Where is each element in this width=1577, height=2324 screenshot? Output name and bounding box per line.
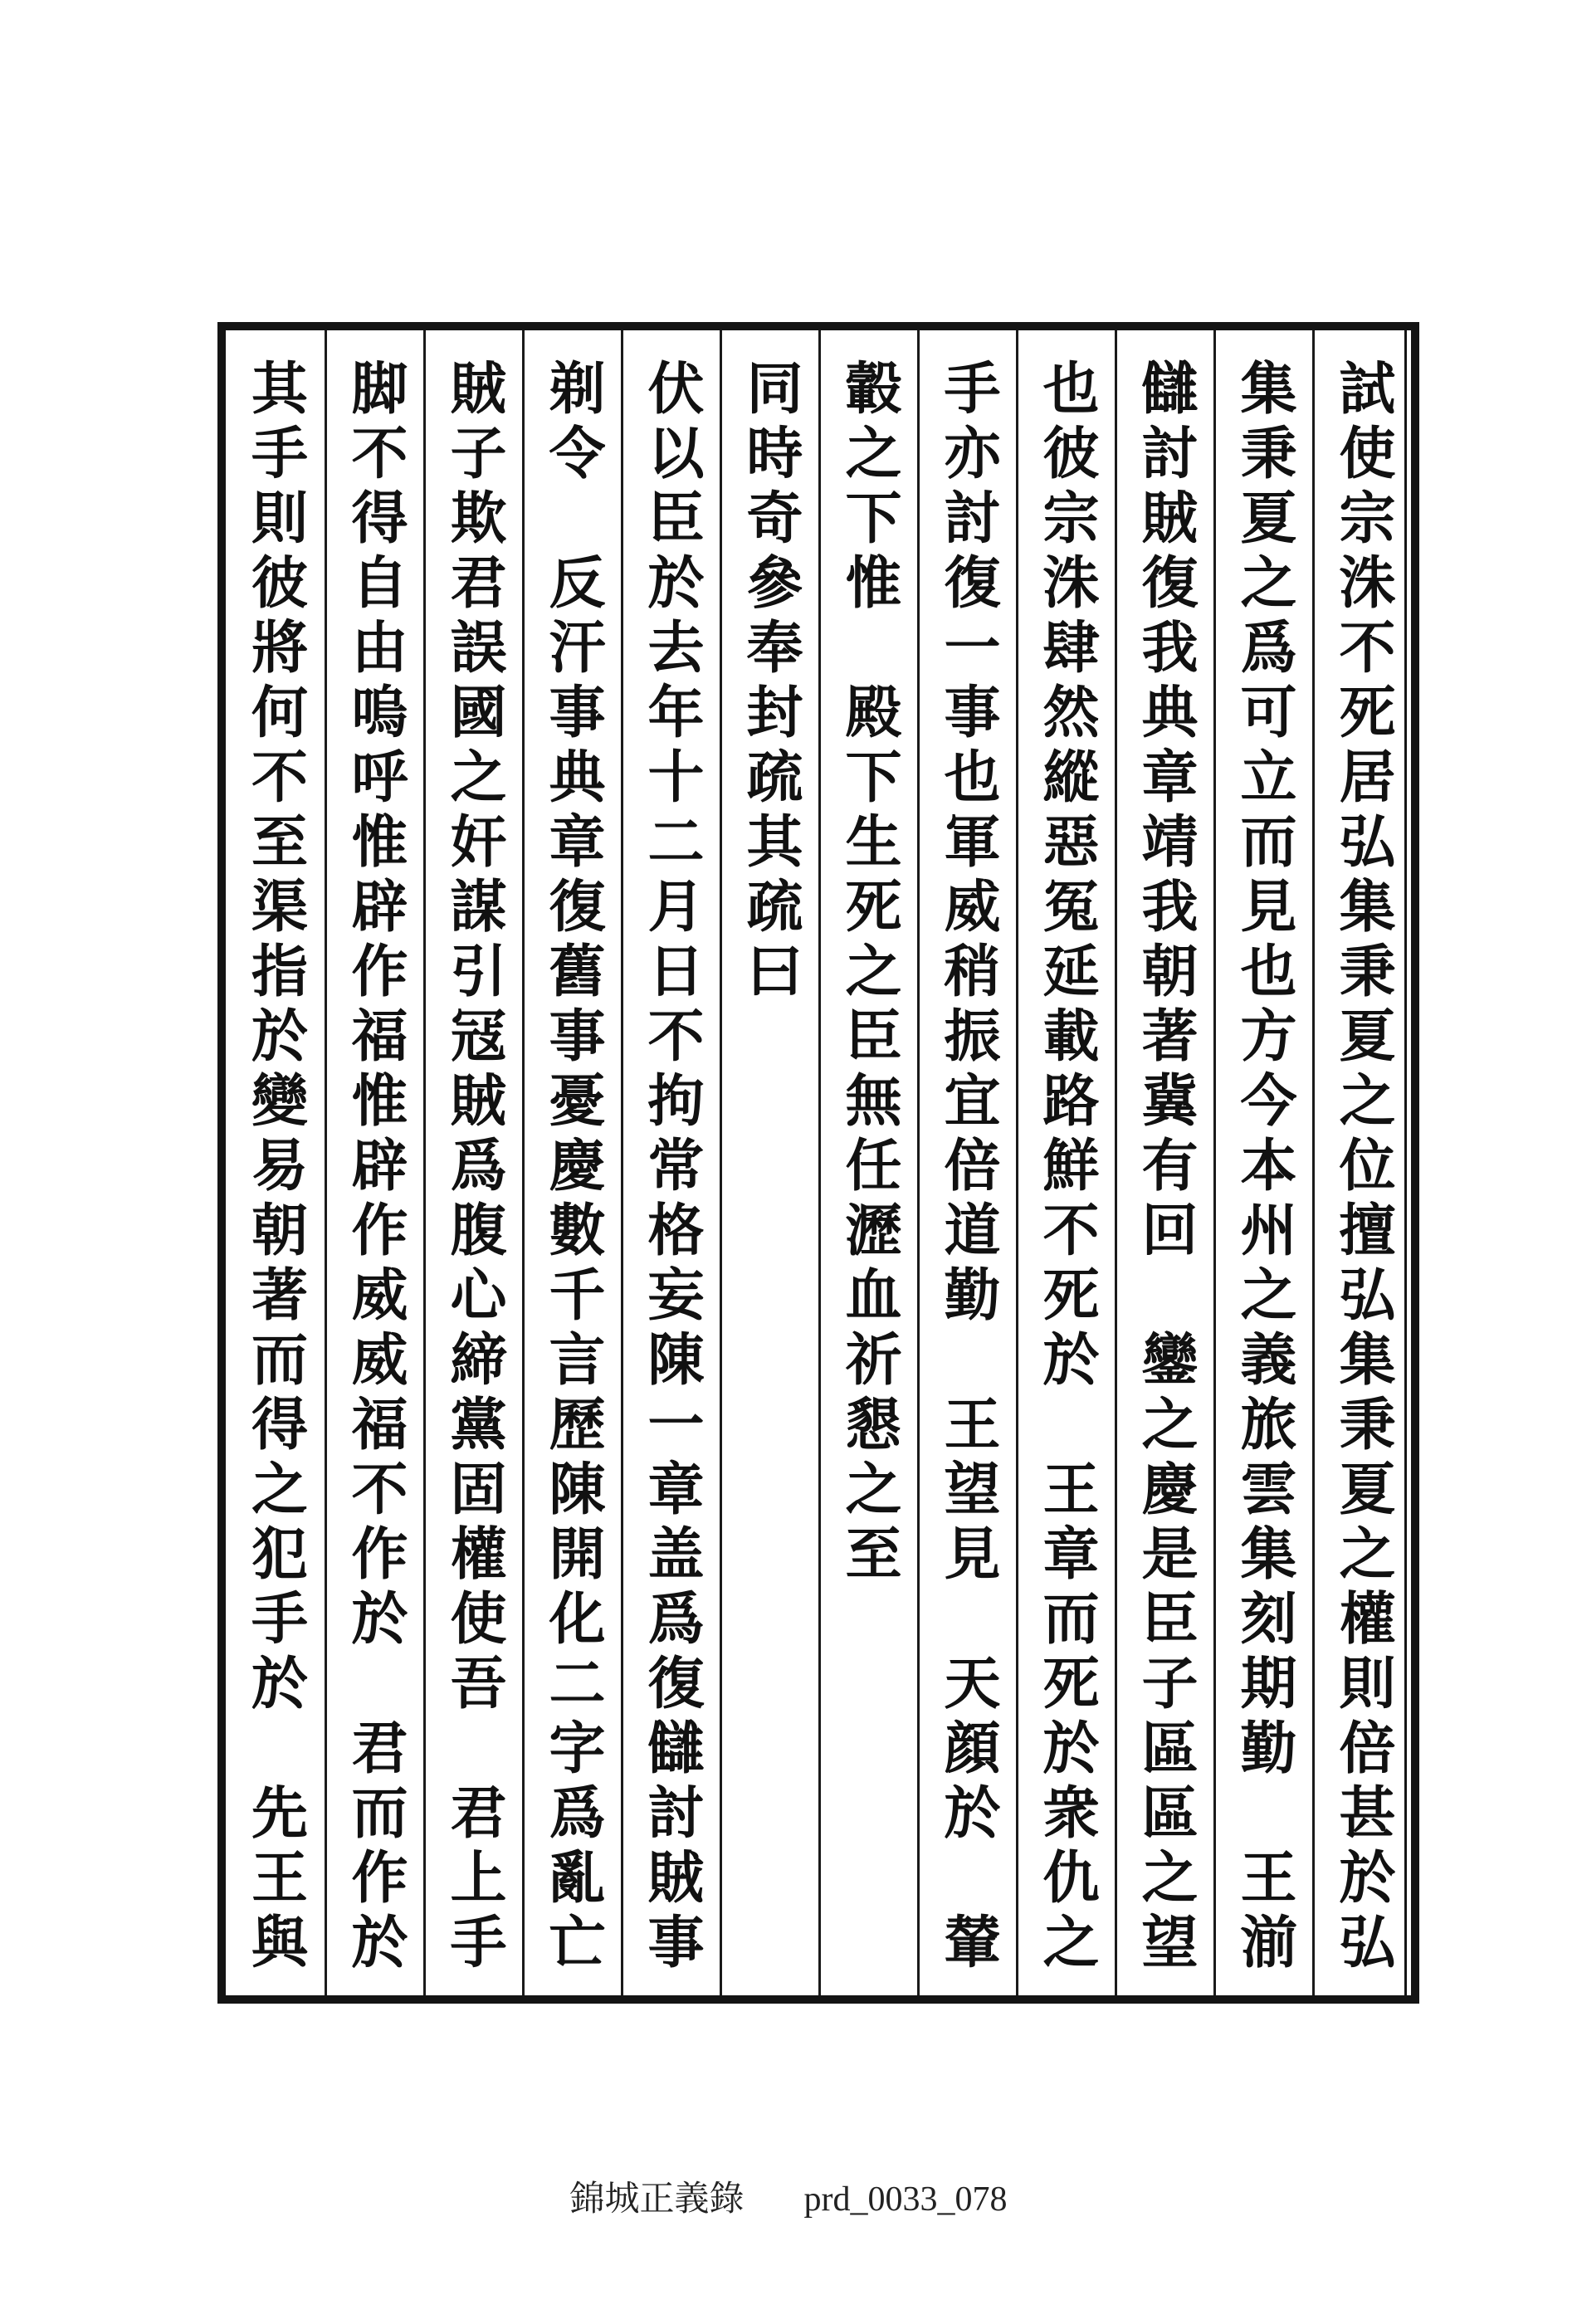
- column-text: 集秉夏之爲可立而見也方今本州之義旅雲集刻期勤 王湔: [1231, 359, 1297, 1977]
- text-column-8: [621, 330, 720, 1995]
- column-text: 試使宗洙不死居弘集秉夏之位擅弘集秉夏之權則倍甚於弘: [1330, 359, 1396, 1977]
- text-frame: [217, 322, 1419, 2004]
- column-text: 伏以臣於去年十二月日不拘常格妄陳一章盖爲復讎討賊事: [638, 359, 705, 1977]
- text-column-1: [1312, 330, 1411, 1995]
- column-text: 也彼宗洙肆然縱惡冤延載路鮮不死於 王章而死於衆仇之: [1033, 359, 1100, 1977]
- text-column-5: [917, 330, 1016, 1995]
- text-column-4: [1016, 330, 1115, 1995]
- footer-page-id: prd_0033_078: [803, 2180, 1008, 2219]
- column-text: 同時奇參奉封疏其疏曰: [737, 359, 803, 1006]
- text-column-3: [1115, 330, 1213, 1995]
- column-text: 手亦討復一事也軍威稍振宜倍道勤 王望見 天顔於 輦: [935, 359, 1001, 1977]
- text-columns: [226, 330, 1411, 1995]
- column-text: 賊子欺君誤國之奸謀引冦賊爲腹心締黨固權使吾 君上手: [441, 359, 507, 1977]
- footer-title: 錦城正義錄: [569, 2180, 745, 2219]
- column-text: 脚不得自由嗚呼惟辟作福惟辟作威威福不作於 君而作於: [342, 359, 408, 1977]
- text-column-2: [1213, 330, 1312, 1995]
- column-text: 轂之下惟 殿下生死之臣無任瀝血祈懇之至: [836, 359, 902, 1589]
- column-text: 剃令 反汗事典章復舊事憂慶數千言歷陳開化二字爲亂亡: [540, 359, 606, 1977]
- column-text: 其手則彼將何不至渠指於變易朝著而得之犯手於 先王與: [242, 359, 309, 1977]
- text-column-7: [720, 330, 818, 1995]
- page-footer: [0, 2171, 1577, 2221]
- column-text: 讎討賊復我典章靖我朝著冀有回 鑾之慶是臣子區區之望: [1132, 359, 1199, 1977]
- text-column-6: [818, 330, 917, 1995]
- text-column-11: [325, 330, 423, 1995]
- text-column-10: [423, 330, 522, 1995]
- text-column-12: [226, 330, 325, 1995]
- text-column-9: [522, 330, 621, 1995]
